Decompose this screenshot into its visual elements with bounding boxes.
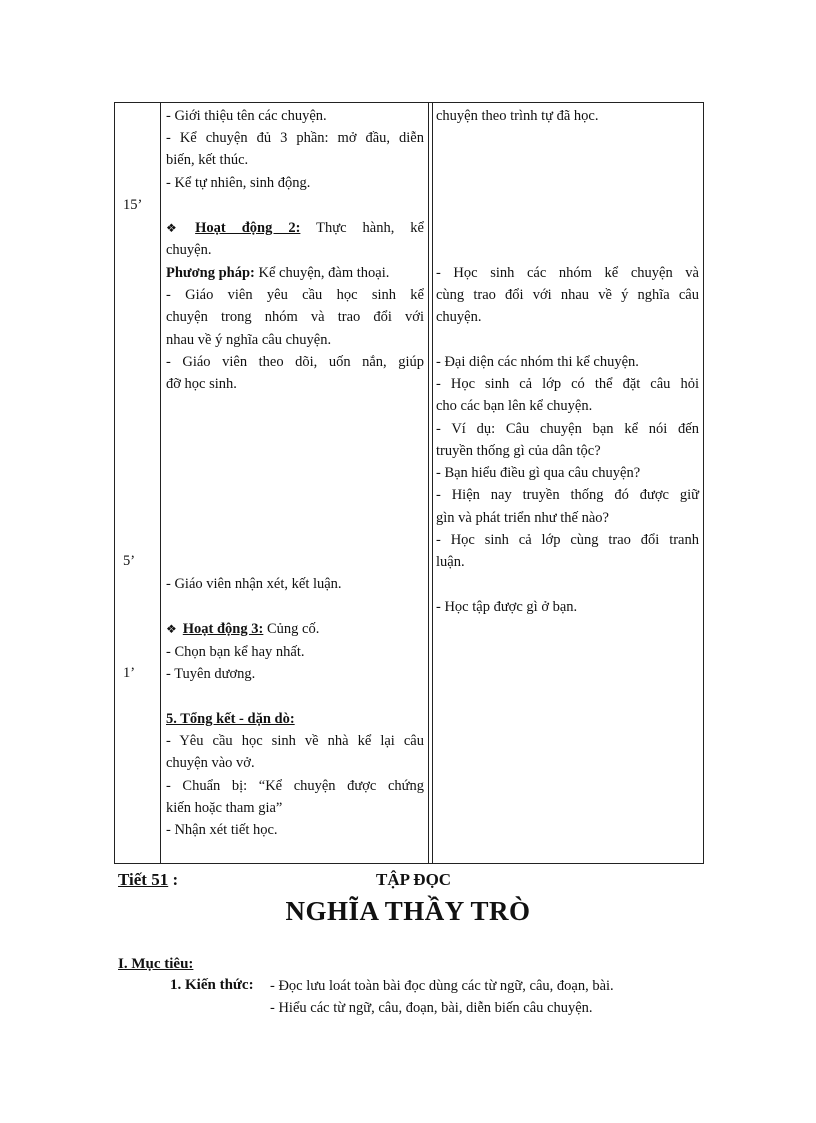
teacher-step: chuyện trong nhóm và trao đổi với	[166, 309, 424, 325]
teacher-step: - Chọn bạn kể hay nhất.	[166, 644, 305, 660]
student-step: truyền thống gì của dân tộc?	[436, 443, 601, 459]
column-divider	[428, 103, 429, 863]
teacher-step: - Giới thiệu tên các chuyện.	[166, 108, 327, 124]
student-step: - Học tập được gì ở bạn.	[436, 599, 578, 615]
activity-3-heading: ❖ Hoạt động 3: Củng cố.	[166, 621, 320, 637]
time-5: 5’	[123, 553, 136, 569]
teacher-step: nhau về ý nghĩa câu chuyện.	[166, 332, 332, 348]
section-5-heading: 5. Tổng kết - dặn dò:	[166, 711, 295, 727]
time-15: 15’	[123, 197, 143, 213]
diamond-bullet-icon: ❖	[166, 622, 177, 636]
teacher-step: biến, kết thúc.	[166, 152, 249, 168]
student-step: - Đại diện các nhóm thi kể chuyện.	[436, 354, 639, 370]
teacher-step: - Giáo viên yêu cầu học sinh kể	[166, 287, 424, 303]
student-step: gìn và phát triển như thế nào?	[436, 510, 609, 526]
student-step: - Bạn hiểu điều gì qua câu chuyện?	[436, 465, 641, 481]
knowledge-item: - Hiểu các từ ngữ, câu, đoạn, bài, diễn biến câu chuyện.	[270, 1000, 593, 1016]
teacher-step: - Kể tự nhiên, sinh động.	[166, 175, 311, 191]
knowledge-item: - Đọc lưu loát toàn bài đọc dùng các từ ngữ, câu, đoạn, bài.	[270, 978, 614, 994]
teacher-step: - Nhận xét tiết học.	[166, 822, 278, 838]
teacher-step: - Giáo viên theo dõi, uốn nắn, giúp	[166, 354, 424, 370]
time-1: 1’	[123, 665, 136, 681]
teacher-step: - Yêu cầu học sinh về nhà kể lại câu	[166, 733, 424, 749]
teacher-step: - Tuyên dương.	[166, 666, 256, 682]
diamond-bullet-icon: ❖	[166, 221, 190, 235]
teacher-step: - Giáo viên nhận xét, kết luận.	[166, 576, 342, 592]
teacher-step: chuyện vào vở.	[166, 755, 255, 771]
teacher-step: kiến hoặc tham gia”	[166, 800, 283, 816]
activity-2-heading: ❖ Hoạt động 2: Thực hành, kể	[166, 220, 424, 236]
student-step: cùng trao đổi với nhau về ý nghĩa câu	[436, 287, 699, 303]
method-line: Phương pháp: Kể chuyện, đàm thoại.	[166, 265, 390, 281]
lesson-plan-table	[114, 102, 704, 864]
objectives-heading: I. Mục tiêu:	[118, 956, 194, 972]
student-step: - Học sinh cả lớp có thể đặt câu hỏi	[436, 376, 699, 392]
teacher-step: - Kể chuyện đủ 3 phần: mở đầu, diễn	[166, 130, 424, 146]
lesson-title: NGHĨA THẦY TRÒ	[285, 896, 531, 926]
student-step: - Học sinh cả lớp cùng trao đổi tranh	[436, 532, 699, 548]
student-step: luận.	[436, 554, 465, 570]
knowledge-label: 1. Kiến thức:	[170, 977, 254, 993]
student-step: cho các bạn lên kể chuyện.	[436, 398, 593, 414]
lesson-number: Tiết 51 :	[118, 870, 179, 889]
student-step: - Học sinh các nhóm kể chuyện và	[436, 265, 699, 281]
lesson-subject: TẬP ĐỌC	[376, 870, 452, 889]
student-step: - Hiện nay truyền thống đó được giữ	[436, 487, 699, 503]
column-divider	[160, 103, 161, 863]
teacher-step: - Chuẩn bị: “Kể chuyện được chứng	[166, 778, 424, 794]
teacher-step: đỡ học sinh.	[166, 376, 237, 392]
activity-2-heading-cont: chuyện.	[166, 242, 212, 258]
student-step: chuyện theo trình tự đã học.	[436, 108, 599, 124]
student-step: chuyện.	[436, 309, 482, 325]
column-divider	[432, 103, 433, 863]
student-step: - Ví dụ: Câu chuyện bạn kể nói đến	[436, 421, 699, 437]
